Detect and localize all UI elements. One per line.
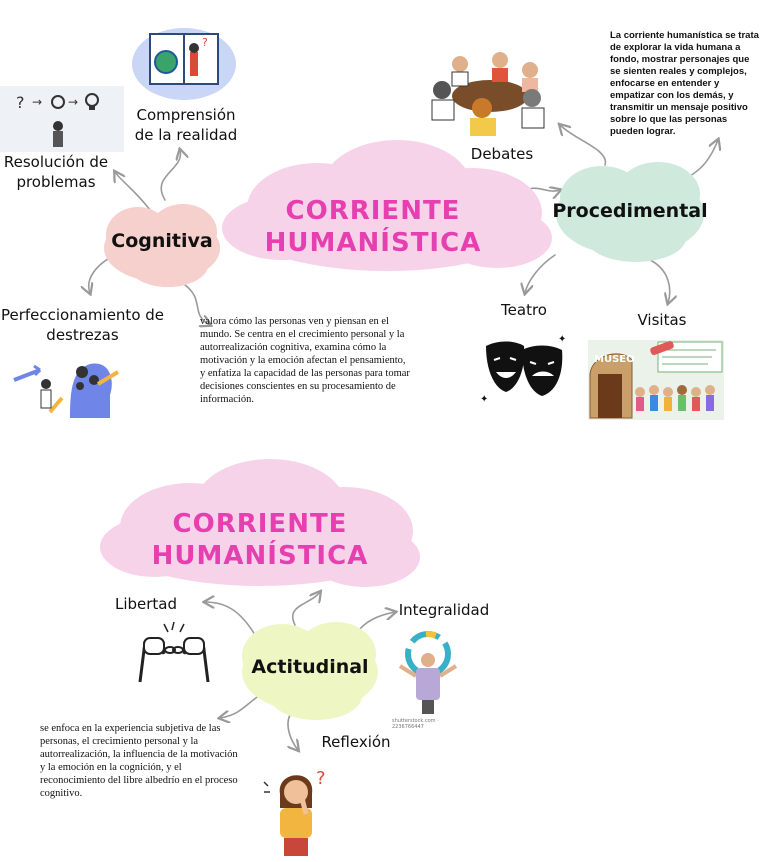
cognitiva-description: valora cómo las personas ven y piensan en el mundo. Se centra en el crecimiento personal y la autorrealización cognitiva, examina cómo la motivación y la emoción afectan el pensamiento, y enfatiza la capacidad de las personas para tomar decisiones conscientes en su procesamiento de información. <box>200 316 410 405</box>
svg-text:?: ? <box>16 93 25 112</box>
main-title-top-line2: HUMANÍSTICA <box>264 228 482 258</box>
resolucion-label: Resolución de problemas <box>3 153 109 191</box>
debate-group-icon <box>428 48 552 138</box>
main-title-bottom <box>145 508 375 572</box>
svg-text:✦: ✦ <box>558 334 567 345</box>
stock-caption: shutterstock.com · 2236766447 <box>392 718 439 730</box>
broken-chains-icon <box>130 620 218 684</box>
actitudinal-label: Actitudinal <box>251 656 369 678</box>
teatro-label: Teatro <box>501 301 547 319</box>
main-title-bottom-line1: CORRIENTE <box>172 509 348 539</box>
museo-sign: MUSEO <box>594 354 635 365</box>
main-title-top <box>258 195 488 259</box>
debates-label: Debates <box>470 145 534 163</box>
actitudinal-description: se enfoca en la experiencia subjetiva de las personas, el crecimiento personal y la autorrealización, la influencia de la motivación y la emoción en la cognición, y el reconocimiento del libre albedrío en el proceso cognitivo. <box>40 723 238 799</box>
person-idea-icon <box>10 350 120 420</box>
perfeccionamiento-label: Perfeccionamiento de destrezas <box>0 306 165 344</box>
integralidad-label: Integralidad <box>398 601 490 619</box>
visitas-label: Visitas <box>637 311 687 329</box>
libertad-label: Libertad <box>114 595 178 613</box>
museum-kids-icon <box>588 340 724 420</box>
arrow-to-visitas <box>650 260 670 303</box>
main-title-top-line1: CORRIENTE <box>285 196 461 226</box>
procedimental-label: Procedimental <box>552 200 708 222</box>
arrow-to-comprension <box>161 150 180 200</box>
svg-text:?: ? <box>202 36 208 49</box>
reflexion-label: Reflexión <box>321 733 391 751</box>
svg-text:✦: ✦ <box>480 394 489 405</box>
theater-masks-icon <box>478 332 568 410</box>
comprension-label: Comprensión de la realidad <box>134 106 238 144</box>
svg-text:→: → <box>68 95 79 109</box>
person-circle-icon <box>392 628 468 724</box>
thinking-woman-icon <box>262 764 338 860</box>
cognitiva-label: Cognitiva <box>111 230 213 252</box>
svg-text:→: → <box>32 95 43 109</box>
book-globe-icon <box>130 22 238 102</box>
svg-text:?: ? <box>316 768 326 789</box>
procedimental-description: La corriente humanística se trata de explorar la vida humana a fondo, mostrar personajes que se sienten reales y complejos, enfocarse en entender y empatizar con los demás, y transmitir un mensaje positivo sobre lo que las personas pueden lograr. <box>610 30 759 137</box>
main-title-bottom-line2: HUMANÍSTICA <box>151 541 369 571</box>
gears-idea-icon <box>0 86 124 152</box>
